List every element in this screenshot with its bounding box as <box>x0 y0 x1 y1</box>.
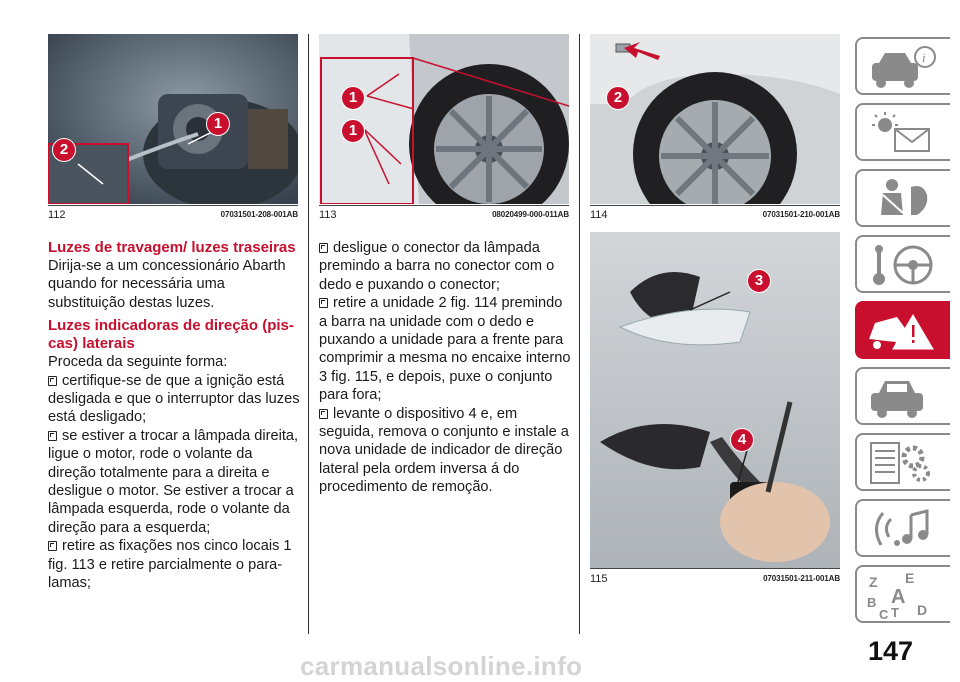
multimedia-icon <box>867 507 937 551</box>
tab-safety[interactable] <box>855 169 950 227</box>
figure-number: 112 <box>48 209 66 221</box>
callout-3: 3 <box>747 269 771 293</box>
section-heading: Luzes de travagem/ luzes traseiras <box>48 239 296 256</box>
figure-114-photo <box>590 34 840 204</box>
checkbox-bullet-icon <box>48 541 57 551</box>
section-heading: Luzes indicadoras de direção (pis-cas) laterais <box>48 317 294 353</box>
figure-number: 113 <box>319 209 337 221</box>
figure-113-caption <box>319 209 569 223</box>
svg-text:i: i <box>922 50 926 65</box>
list-item: retire as fixações nos cinco locais 1 fig. 113 e retire parcialmente o para-lamas; <box>48 538 292 592</box>
tab-index[interactable] <box>855 565 950 623</box>
figure-number: 115 <box>590 573 608 585</box>
list-item: certifique-se de que a ignição está desligada e que o interruptor das luzes está desligado; <box>48 372 300 426</box>
tab-emergency[interactable] <box>855 301 950 359</box>
engine-bay-illustration <box>48 34 298 204</box>
list-item: se estiver a trocar a lâmpada direita, ligue o motor, rode o volante da direção totalmente para a direita e desligue o motor. Se estiver a trocar a lâmpada esquerda, rode o volante da direção para a esquerda; <box>48 427 299 536</box>
tab-driving[interactable] <box>855 235 950 293</box>
callout-1: 1 <box>341 119 365 143</box>
callout-1: 1 <box>341 86 365 110</box>
figure-112-caption <box>48 209 298 223</box>
checkbox-bullet-icon <box>48 376 57 386</box>
index-letter: Z <box>869 574 878 590</box>
figure-113-photo <box>319 34 569 204</box>
figure-115-caption <box>590 573 840 587</box>
figure-113-caption-rule <box>319 205 569 206</box>
figure-114-caption <box>590 209 840 223</box>
list-item: desligue o conector da lâmpada premindo a barra no conector com o dedo e puxando o conector; <box>319 240 555 293</box>
figure-115-photo <box>590 232 840 568</box>
figure-115-caption-rule <box>590 568 840 569</box>
figure-112-photo <box>48 34 298 204</box>
figure-code: 07031501-211-001AB <box>763 574 840 583</box>
figure-114-caption-rule <box>590 205 840 206</box>
left-text-column <box>48 239 300 593</box>
middle-text-column <box>319 239 571 497</box>
column-divider <box>308 34 309 634</box>
list-item: retire a unidade 2 fig. 114 premindo a barra na unidade com o dedo e puxando a unidade para a frente para comprimir a mesma no encaixe interno 3 fig. 115, e depois, puxe o conjunto para fora; <box>319 295 571 404</box>
figure-code: 07031501-208-001AB <box>220 210 298 219</box>
checkbox-bullet-icon <box>319 409 328 419</box>
tab-warning-lights[interactable] <box>855 103 950 161</box>
checkbox-bullet-icon <box>319 243 328 253</box>
tab-maintenance-car[interactable] <box>855 367 950 425</box>
index-letter: D <box>917 602 928 618</box>
maintenance-car-icon <box>867 375 937 419</box>
side-indicator-illustration <box>590 232 840 568</box>
callout-2: 2 <box>52 138 76 162</box>
figure-code: 08020499-000-011AB <box>492 210 569 219</box>
column-divider <box>579 34 580 634</box>
callout-2: 2 <box>606 86 630 110</box>
figure-code: 07031501-210-001AB <box>762 210 840 219</box>
list-item: levante o dispositivo 4 e, em seguida, remova o conjunto e instale a nova unidade de indicador de direção lateral pela ordem inversa á do procedimento de remoção. <box>319 405 569 496</box>
checkbox-bullet-icon <box>319 298 328 308</box>
callout-1: 1 <box>206 112 230 136</box>
specifications-icon <box>867 441 937 485</box>
paragraph: Proceda da seguinte forma: <box>48 354 228 371</box>
tab-specifications[interactable] <box>855 433 950 491</box>
index-letter: B <box>867 595 877 610</box>
driving-icon <box>867 243 937 287</box>
index-letter: C <box>879 607 889 621</box>
figure-112-caption-rule <box>48 205 298 206</box>
tab-info-car[interactable] <box>855 37 950 95</box>
front-wheel-illustration <box>590 34 840 204</box>
index-icon <box>867 573 937 621</box>
index-letter: T <box>891 605 899 620</box>
tab-multimedia[interactable] <box>855 499 950 557</box>
safety-icon <box>867 177 937 221</box>
warning-lights-icon <box>867 111 937 155</box>
callout-4: 4 <box>730 428 754 452</box>
watermark: carmanualsonline.info <box>300 651 583 681</box>
checkbox-bullet-icon <box>48 431 57 441</box>
figure-number: 114 <box>590 209 608 221</box>
index-letter: A <box>891 586 906 608</box>
index-letter: E <box>905 573 915 586</box>
info-car-icon <box>867 45 937 89</box>
page-number: 147 <box>868 636 914 666</box>
paragraph: Dirija-se a um concessionário Abarth quando for necessária uma substituição destas luzes. <box>48 258 286 311</box>
emergency-icon <box>867 309 937 353</box>
